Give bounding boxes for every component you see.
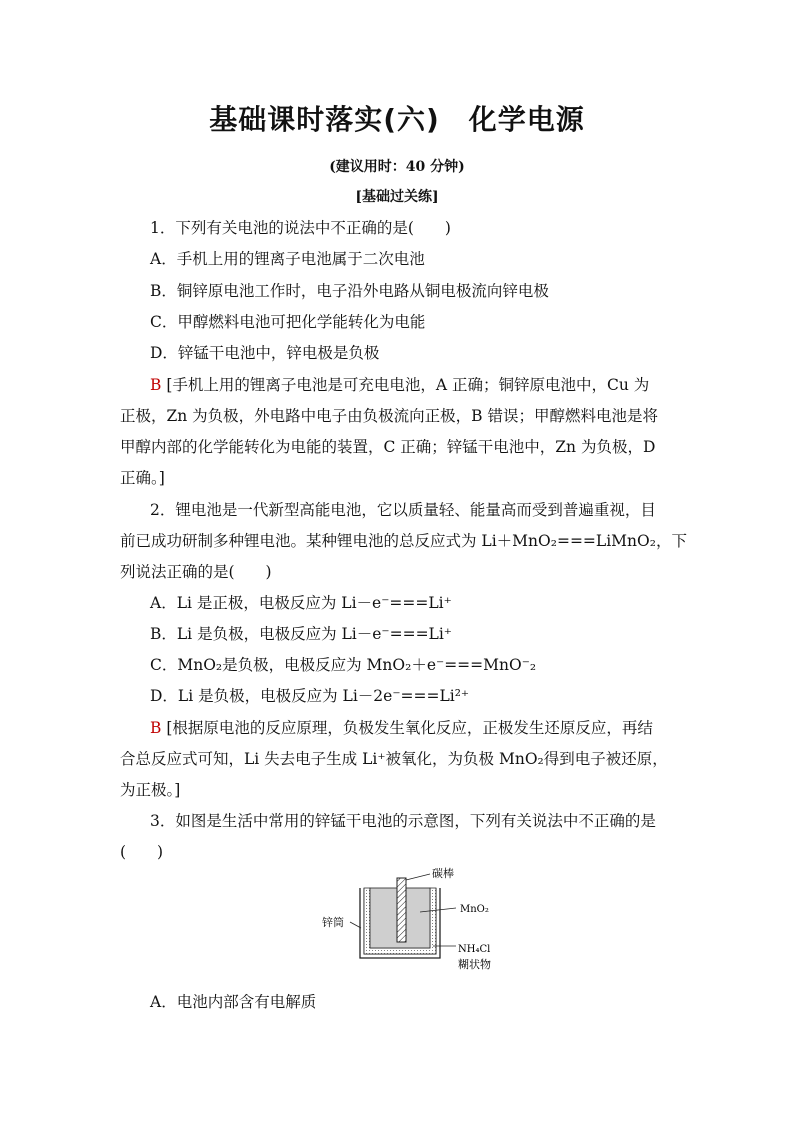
q2-stem-line3: 列说法正确的是( ) — [120, 563, 272, 581]
q1-explanation-line1 — [150, 373, 710, 395]
page-title: 基础课时落实(六) 化学电源 — [209, 103, 585, 136]
q1-explanation-line4: 正确。] — [120, 469, 165, 487]
q1-option-c: C．甲醇燃料电池可把化学能转化为电能 — [150, 313, 426, 331]
q2-stem-line1: 2．锂电池是一代新型高能电池，它以质量轻、能量高而受到普遍重视，目 — [150, 501, 656, 519]
q1-explanation-text: [手机上用的锂离子电池是可充电电池，A 正确；铜锌原电池中，Cu 为 — [166, 376, 650, 394]
q3-stem-line1: 3．如图是生活中常用的锌锰干电池的示意图，下列有关说法中不正确的是 — [150, 812, 656, 830]
q1-explanation-line3: 甲醇内部的化学能转化为电能的装置，C 正确；锌锰干电池中，Zn 为负极，D — [120, 438, 656, 456]
q2-explanation-line3: 为正极。] — [120, 781, 181, 799]
q1-answer: B — [150, 376, 162, 394]
mno2-label: MnO₂ — [460, 904, 489, 915]
zinc-can-label: 锌筒 — [322, 916, 344, 929]
suggested-time: (建议用时：40 分钟) — [329, 159, 465, 175]
q2-option-d: D．Li 是负极，电极反应为 Li－2e⁻===Li²⁺ — [150, 687, 470, 705]
q2-answer: B — [150, 719, 162, 737]
q3-option-a: A．电池内部含有电解质 — [150, 993, 317, 1011]
paste-label: 糊状物 — [458, 958, 491, 971]
q2-option-c: C．MnO₂是负极，电极反应为 MnO₂＋e⁻===MnO⁻₂ — [150, 656, 537, 674]
q2-stem-line2: 前已成功研制多种锂电池。某种锂电池的总反应式为 Li＋MnO₂===LiMnO₂，下 — [120, 532, 687, 550]
nh4cl-label: NH₄Cl — [458, 944, 491, 955]
carbon-rod-shape — [397, 878, 406, 942]
q2-explanation-line1 — [150, 716, 710, 738]
q1-option-d: D．锌锰干电池中，锌电极是负极 — [150, 344, 380, 362]
q2-explanation-text: [根据原电池的反应原理，负极发生氧化反应，正极发生还原反应，再结 — [166, 719, 653, 737]
q1-option-b: B．铜锌原电池工作时，电子沿外电路从铜电极流向锌电极 — [150, 282, 549, 300]
q3-stem-line2: ( ) — [120, 843, 164, 861]
q2-option-b: B．Li 是负极，电极反应为 Li－e⁻===Li⁺ — [150, 625, 452, 643]
q2-explanation-line2: 合总反应式可知，Li 失去电子生成 Li⁺被氧化，为负极 MnO₂得到电子被还原， — [120, 750, 668, 768]
q2-option-a: A．Li 是正极，电极反应为 Li－e⁻===Li⁺ — [150, 594, 452, 612]
carbon-rod-label: 碳棒 — [432, 867, 454, 880]
q1-explanation-line2: 正极，Zn 为负极，外电路中电子由负极流向正极，B 错误；甲醇燃料电池是将 — [120, 407, 658, 425]
zinc-manganese-dry-cell-diagram — [320, 862, 520, 980]
q1-stem: 1．下列有关电池的说法中不正确的是( ) — [150, 219, 451, 237]
q1-option-a: A．手机上用的锂离子电池属于二次电池 — [150, 250, 425, 268]
section-heading: [基础过关练] — [355, 189, 439, 205]
